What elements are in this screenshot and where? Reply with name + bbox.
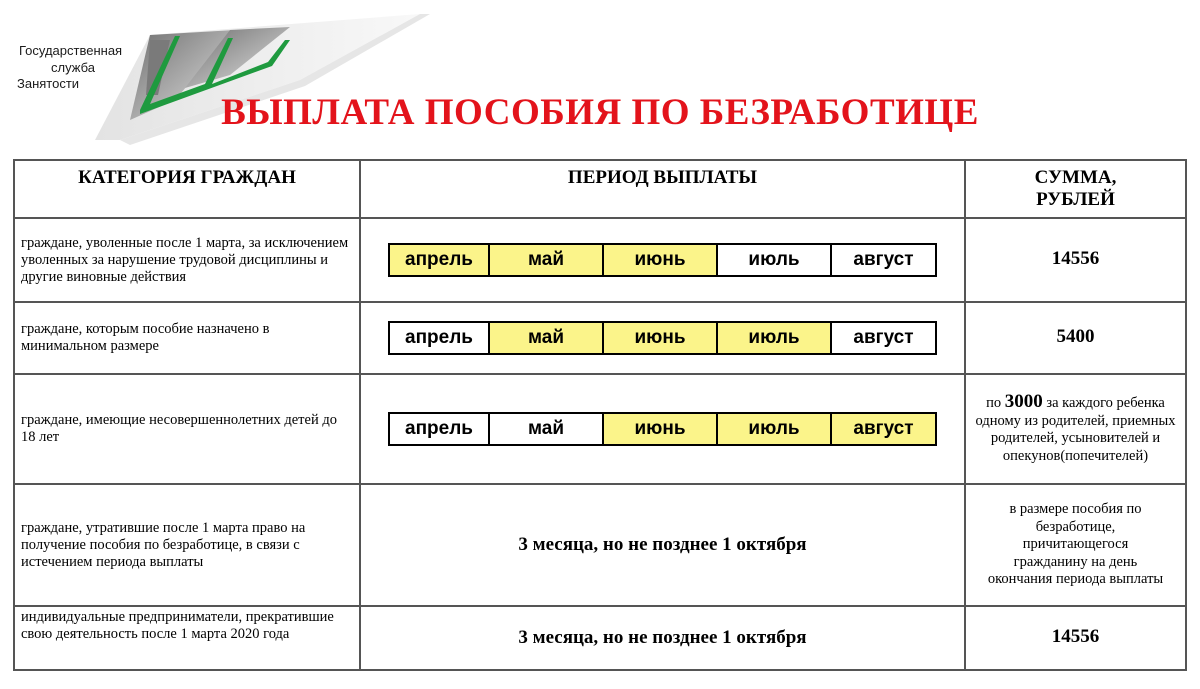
sum-value: 5400 [1056,326,1095,348]
month-cell: июнь [604,414,718,444]
row-sum: в размере пособия по безработице, причитающегося гражданину на день окончания периода выплаты [965,484,1186,606]
month-cell: май [490,414,604,444]
employment-service-logo [0,0,440,160]
month-cell: июль [718,414,832,444]
row-category: граждане, утратившие после 1 марта право на получение пособия по безработице, в связи с истечением периода выплаты [14,484,360,606]
page-title: ВЫПЛАТА ПОСОБИЯ ПО БЕЗРАБОТИЦЕ [221,92,979,133]
logo-line-2: служба [51,60,95,75]
month-cell: июль [718,323,832,353]
table-row [14,302,1186,374]
row-sum [965,302,1186,374]
row-period [360,302,965,374]
header-category: КАТЕГОРИЯ ГРАЖДАН [14,160,360,218]
month-cell: июнь [604,323,718,353]
month-cell: июнь [604,245,718,275]
header-sum: СУММА, РУБЛЕЙ [965,160,1186,218]
row-category: граждане, уволенные после 1 марта, за исключением уволенных за нарушение трудовой дисциплины и другие виновные действия [14,218,360,302]
sum-value: 14556 [1051,626,1100,648]
month-cell: август [832,323,935,353]
sum-value: 14556 [1051,248,1100,270]
row-category: граждане, которым пособие назначено в минимальном размере [14,302,360,374]
month-cell: апрель [390,245,490,275]
period-text: 3 месяца, но не позднее 1 октября [518,534,807,555]
months-strip [388,243,937,277]
row-category: граждане, имеющие несовершеннолетних детей до 18 лет [14,374,360,484]
period-text: 3 месяца, но не позднее 1 октября [518,627,807,648]
table-row [14,218,1186,302]
months-strip [388,321,937,355]
sum-value: 3000 [1004,391,1043,412]
row-sum [965,606,1186,670]
months-strip [388,412,937,446]
row-period [360,606,965,670]
table-header-row [14,160,1186,218]
table-row [14,606,1186,670]
logo-line-3: Занятости [17,76,80,91]
row-period [360,374,965,484]
month-cell: апрель [390,414,490,444]
month-cell: август [832,414,935,444]
benefits-table [13,159,1187,671]
row-category: индивидуальные предприниматели, прекратившие свою деятельность после 1 марта 2020 года [14,606,360,670]
sum-prefix: по [986,395,1005,411]
month-cell: август [832,245,935,275]
row-sum [965,218,1186,302]
row-period [360,484,965,606]
logo-line-1: Государственная [19,43,123,58]
sum-suffix: за каждого ребенка одному из родителей, приемных родителей, усыновителей и опекунов(попечителей) [975,395,1176,464]
month-cell: апрель [390,323,490,353]
row-period [360,218,965,302]
month-cell: июль [718,245,832,275]
table-row [14,484,1186,606]
row-sum [965,374,1186,484]
table-row [14,374,1186,484]
month-cell: май [490,245,604,275]
month-cell: май [490,323,604,353]
header-period: ПЕРИОД ВЫПЛАТЫ [360,160,965,218]
